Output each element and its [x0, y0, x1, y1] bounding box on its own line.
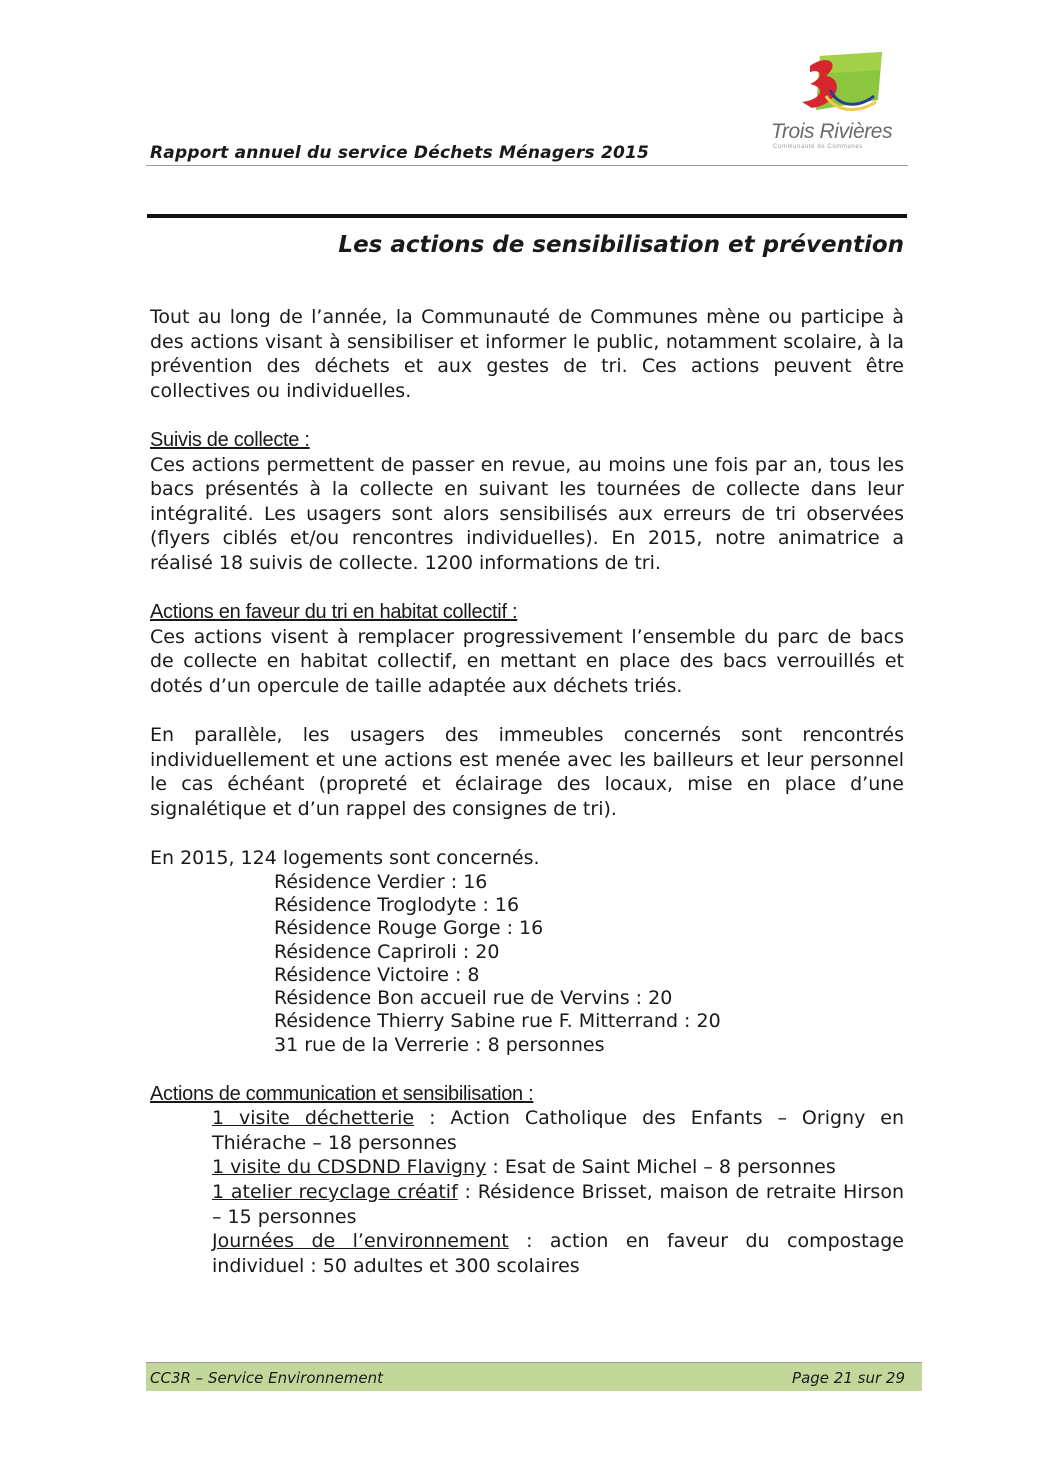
list-item: 31 rue de la Verrerie : 8 personnes: [274, 1033, 605, 1056]
item-label: Journées de l’environnement: [212, 1230, 509, 1253]
intro-paragraph: Tout au long de l’année, la Communauté de Communes mène ou participe à des actions visant à sensibiliser et informer le public, notamment scolaire, à la prévention des déchets et aux gestes de tri. Ces actions peuvent être collectives ou individuelles.: [150, 306, 904, 402]
page-number: Page 21 sur 29: [792, 1369, 905, 1387]
section-divider: [147, 214, 907, 218]
suivis-heading: Suivis de collecte :: [150, 428, 310, 451]
list-item: [212, 1155, 904, 1180]
list-item: Résidence Verdier : 16: [274, 870, 488, 893]
list-item: [212, 1106, 904, 1155]
communication-heading: Actions de communication et sensibilisation :: [150, 1082, 534, 1105]
page-footer: [146, 1362, 922, 1391]
header-divider: [146, 165, 908, 166]
page-body: [150, 305, 904, 1278]
habitat-paragraph-2: En parallèle, les usagers des immeubles concernés sont rencontrés individuellement et une actions est menée avec les bailleurs et leur personnel le cas échéant (propreté et éclairage des locaux, mise en place d’une signalétique et d’un rappel des consignes de tri).: [150, 724, 904, 820]
item-text: : Esat de Saint Michel – 8 personnes: [486, 1156, 836, 1179]
list-item: [212, 1180, 904, 1229]
section-title: Les actions de sensibilisation et prévention: [338, 232, 904, 258]
logements-count: En 2015, 124 logements sont concernés.: [150, 847, 540, 870]
item-text: : action en faveur du compostage individuel : 50 adultes et 300 scolaires: [212, 1230, 904, 1277]
item-text: : Action Catholique des Enfants – Origny en Thiérache – 18 personnes: [212, 1107, 905, 1154]
item-label: 1 visite déchetterie: [212, 1107, 415, 1130]
list-item: Résidence Victoire : 8: [274, 963, 480, 986]
suivis-paragraph: Ces actions permettent de passer en revue, au moins une fois par an, tous les bacs présentés à la collecte en suivant les tournées de collecte dans leur intégralité. Les usagers sont alors sensibilisés aux erreurs de tri observées (flyers ciblés et/ou rencontres individuelles). En 2015, notre animatrice a réalisé 18 suivis de collecte. 1200 informations de tri.: [150, 453, 904, 574]
spacer: [150, 821, 904, 846]
logo-flag-icon: [790, 52, 885, 116]
habitat-paragraph-1: Ces actions visent à remplacer progressivement l’ensemble du parc de bacs de collecte en habitat collectif, en mettant en place des bacs verrouillés et dotés d’un opercule de taille adaptée aux déchets triés.: [150, 625, 904, 697]
footer-service: CC3R – Service Environnement: [150, 1369, 383, 1387]
logo-subtext: Communauté de Communes: [773, 144, 863, 150]
item-label: 1 atelier recyclage créatif: [212, 1181, 458, 1203]
list-item: Résidence Capriroli : 20: [274, 940, 500, 963]
trois-rivieres-logo: [768, 52, 892, 156]
spacer: [150, 403, 904, 428]
residence-list: [150, 871, 904, 1057]
logo-text: Trois Rivières: [771, 120, 893, 143]
list-item: Résidence Rouge Gorge : 16: [274, 917, 544, 940]
list-item: Résidence Bon accueil rue de Vervins : 20: [274, 987, 673, 1010]
item-label: 1 visite du CDSDND Flavigny: [212, 1156, 487, 1179]
spacer: [150, 699, 904, 724]
spacer: [150, 576, 904, 601]
item-text: : Résidence Brisset, maison de retraite Hirson – 15 personnes: [212, 1181, 904, 1228]
report-title: Rapport annuel du service Déchets Ménagers 2015: [150, 143, 650, 163]
list-item: Résidence Thierry Sabine rue F. Mitterrand : 20: [274, 1010, 721, 1033]
list-item: Résidence Troglodyte : 16: [274, 893, 520, 916]
list-item: [212, 1229, 904, 1278]
communication-list: [150, 1106, 904, 1278]
spacer: [150, 1057, 904, 1082]
habitat-heading: Actions en faveur du tri en habitat collectif :: [150, 601, 518, 624]
